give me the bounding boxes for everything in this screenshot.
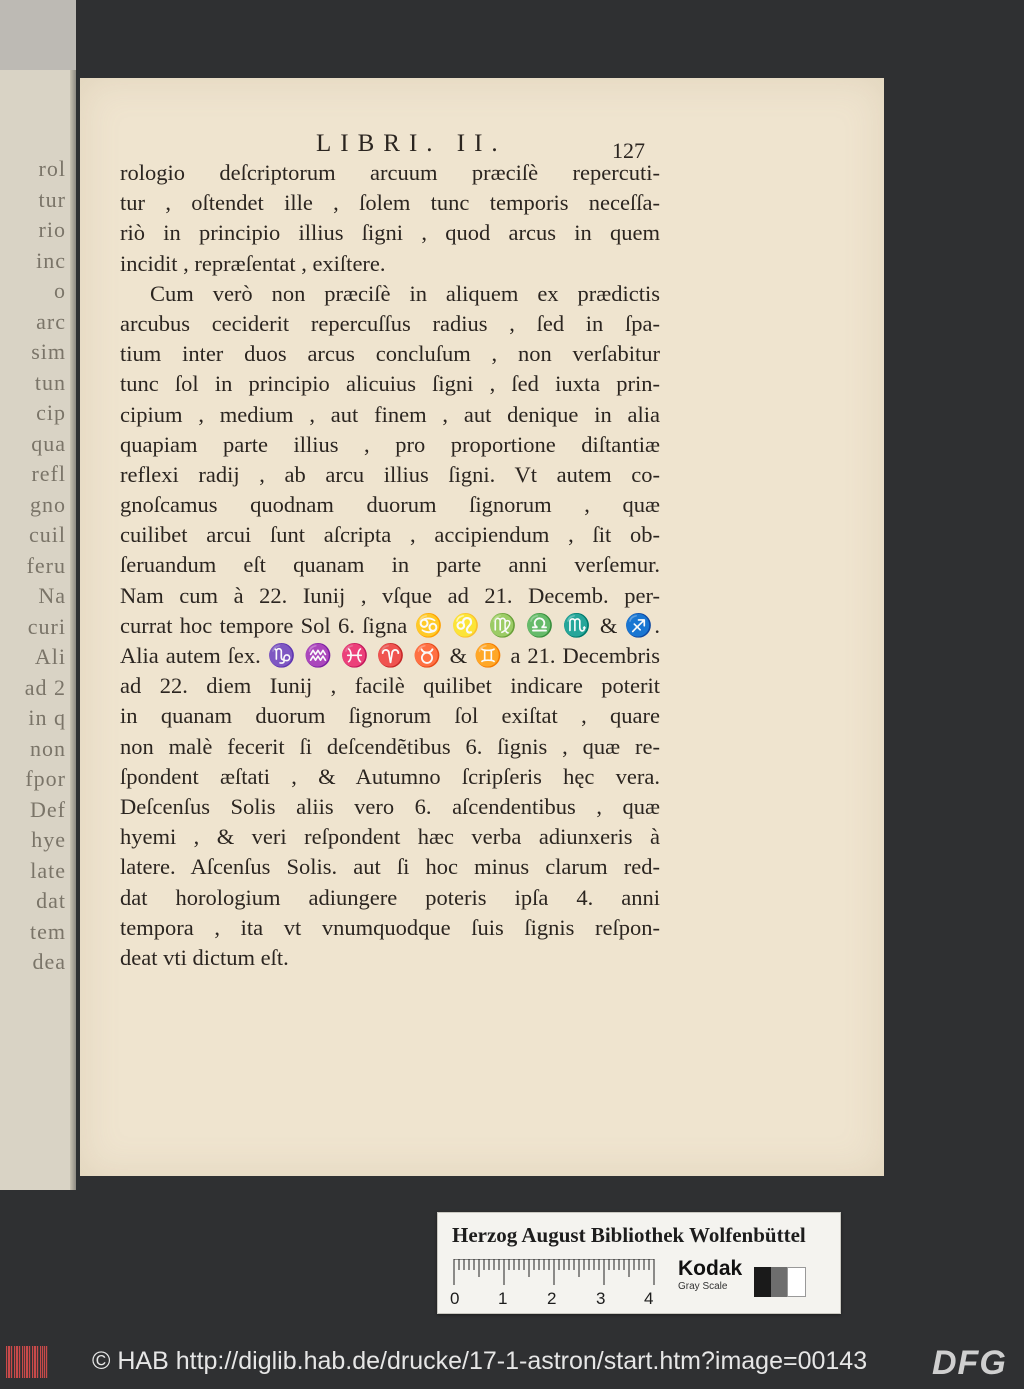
- footer-bar: [0, 1336, 1024, 1389]
- text-line: in quanam duorum ſignorum ſol exiſtat , quare: [120, 703, 660, 729]
- ruler-number: 1: [498, 1289, 508, 1308]
- ruler-number: 3: [596, 1289, 606, 1308]
- facing-page-fragment: tur: [38, 186, 66, 212]
- page-header: [80, 130, 884, 163]
- barcode-bar: [24, 1346, 25, 1378]
- ruler-number: 0: [450, 1289, 460, 1308]
- barcode-bar: [27, 1346, 28, 1378]
- text-line: tur , oſtendet ille , ſolem tunc temporis neceſſa-: [120, 190, 660, 216]
- text-line: incidit , repræſentat , exiſtere.: [120, 250, 386, 276]
- text-line: Alia autem ſex. ♑ ♒ ♓ ♈ ♉ & ♊ a 21. Decembris: [120, 643, 660, 668]
- facing-page-fragment: qua: [31, 430, 66, 456]
- facing-page-fragment: inc: [36, 247, 66, 273]
- page-number: 127: [612, 138, 645, 163]
- barcode-bar: [40, 1346, 41, 1378]
- text-line: quapiam parte illius , pro proportione diſtantiæ: [120, 431, 660, 457]
- gray-swatch: [787, 1267, 806, 1297]
- text-line: arcubus ceciderit repercuſſus radius , ſed in ſpa-: [120, 310, 660, 336]
- text-line: ſpondent æſtati , & Autumno ſcripſeris hęc vera.: [120, 763, 660, 789]
- barcode-bar: [17, 1346, 18, 1378]
- gray-swatch: [771, 1267, 788, 1297]
- text-line: hyemi , & veri reſpondent hæc verba adiunxeris à: [120, 824, 660, 850]
- barcode-bar: [46, 1346, 47, 1378]
- barcode-bar: [42, 1346, 43, 1378]
- color-calibration-bar: [437, 1212, 841, 1314]
- barcode-bar: [14, 1346, 15, 1378]
- gray-scale-label: Gray Scale: [678, 1281, 728, 1292]
- text-line: cuilibet arcui ſunt aſcripta , accipiendum , ſit ob-: [120, 522, 660, 548]
- text-line: riò in principio illius ſigni , quod arcus in quem: [120, 220, 660, 246]
- facing-page-fragment: dat: [36, 888, 66, 913]
- facing-page-fragment: gno: [30, 491, 66, 517]
- facing-page-fragment: rol: [38, 156, 66, 181]
- text-line: deat vti dictum eſt.: [120, 944, 289, 970]
- text-line: latere. Aſcenſus Solis. aut ſi hoc minus clarum red-: [120, 854, 660, 880]
- ruler-number: 2: [547, 1289, 557, 1308]
- page-text: [120, 158, 660, 973]
- gray-swatch: [754, 1267, 771, 1297]
- facing-page-fragment: Na: [38, 583, 66, 608]
- facing-page-fragment: arc: [36, 308, 66, 334]
- text-line: dat horologium adiungere poteris ipſa 4. anni: [120, 884, 660, 910]
- running-head: LIBRI. II.: [316, 130, 507, 157]
- text-line: tempora , ita vt vnumquodque ſuis ſignis reſpon-: [120, 914, 660, 940]
- text-line: non malè fecerit ſi deſcendẽtibus 6. ſignis , quæ re-: [120, 733, 660, 759]
- barcode-bar: [32, 1346, 33, 1378]
- text-line: rologio deſcriptorum arcuum præciſè repercuti-: [120, 160, 660, 185]
- kodak-logo: Kodak: [678, 1257, 743, 1280]
- facing-page-fragment: feru: [26, 552, 66, 578]
- text-line: tunc ſol in principio alicuius ſigni , ſed iuxta prin-: [120, 371, 660, 397]
- facing-page-fragment: fpor: [25, 766, 66, 791]
- barcode-bar: [6, 1346, 7, 1378]
- facing-page-fragment: late: [30, 857, 66, 883]
- scan-background: [0, 0, 76, 72]
- text-line: cipium , medium , aut finem , aut denique in alia: [120, 401, 660, 427]
- text-line: reflexi radij , ab arcu illius ſigni. Vt autem co-: [120, 461, 660, 487]
- facing-page-fragment: dea: [32, 949, 66, 974]
- facing-page: [0, 70, 76, 1190]
- facing-page-fragment: cip: [36, 400, 66, 425]
- page-edge-shadow: [70, 70, 76, 1190]
- gray-swatches: [754, 1267, 806, 1297]
- text-line: Nam cum à 22. Iunij , vſque ad 21. Decemb. per-: [120, 582, 660, 608]
- barcode-bar: [22, 1346, 23, 1378]
- facing-page-fragment: rio: [38, 217, 66, 242]
- barcode-bar: [19, 1346, 20, 1378]
- book-page: [80, 78, 884, 1176]
- facing-page-fragment: curi: [27, 613, 66, 639]
- library-name: Herzog August Bibliothek Wolfenbüttel: [452, 1223, 806, 1247]
- facing-page-fragment: tun: [34, 369, 66, 395]
- barcode-icon: [4, 1344, 50, 1380]
- facing-page-fragment: sim: [31, 339, 66, 364]
- facing-page-fragment: non: [30, 735, 66, 761]
- text-line: currat hoc tempore Sol 6. ſigna ♋ ♌ ♍ ♎ ♏ & ♐.: [120, 612, 660, 638]
- copyright-link[interactable]: © HAB http://diglib.hab.de/drucke/17-1-astron/start.htm?image=00143: [92, 1347, 868, 1375]
- barcode-bar: [44, 1346, 45, 1378]
- barcode-bar: [11, 1346, 12, 1378]
- facing-page-fragment: o: [54, 278, 66, 303]
- text-line: ſeruandum eſt quanam in parte anni verſemur.: [120, 552, 660, 578]
- facing-page-fragment: ad 2: [24, 674, 66, 700]
- text-line: gnoſcamus quodnam duorum ſignorum , quæ: [120, 492, 660, 518]
- barcode-bar: [9, 1346, 10, 1378]
- facing-page-fragment: cuil: [29, 522, 66, 547]
- text-line: ad 22. diem Iunij , facilè quilibet indicare poterit: [120, 673, 660, 699]
- facing-page-fragment: in q: [28, 705, 66, 730]
- barcode-bar: [29, 1346, 30, 1378]
- facing-page-fragment: hye: [31, 827, 66, 852]
- barcode-bar: [35, 1346, 36, 1378]
- ruler-number: 4: [644, 1289, 654, 1308]
- facing-page-fragment: refl: [31, 461, 66, 486]
- text-line: Cum verò non præciſè in aliquem ex prædictis: [150, 280, 660, 306]
- facing-page-fragment: Def: [30, 796, 66, 822]
- text-line: Deſcenſus Solis aliis vero 6. aſcendentibus , quæ: [120, 793, 660, 819]
- text-line: tium inter duos arcus concluſum , non verſabitur: [120, 341, 660, 367]
- barcode-bar: [37, 1346, 38, 1378]
- dfg-logo: DFG: [932, 1344, 1007, 1382]
- facing-page-fragment: tem: [30, 918, 66, 944]
- ruler-scale: [452, 1259, 662, 1289]
- facing-page-fragment: Ali: [34, 644, 66, 669]
